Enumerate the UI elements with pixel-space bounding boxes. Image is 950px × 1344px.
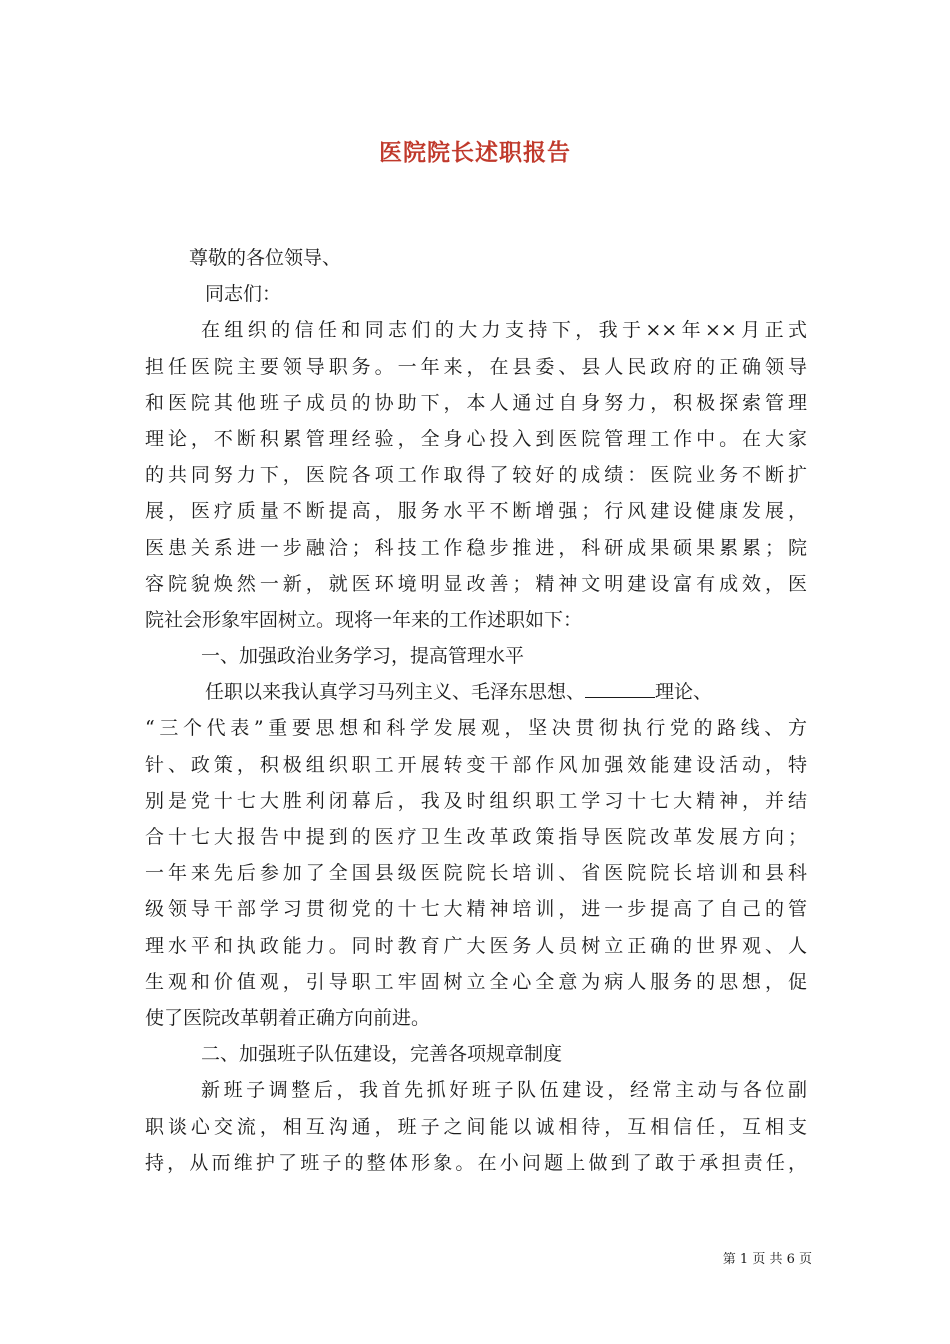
salutation-line: 尊敬的各位领导、	[189, 247, 342, 269]
paragraph-line: “三个代表”重要思想和科学发展观，坚决贯彻执行党的路线、方	[145, 717, 807, 740]
paragraph-line: 职谈心交流，相互沟通，班子之间能以诚相待，互相信任，互相支	[145, 1115, 807, 1138]
paragraph-line: 医患关系进一步融洽；科技工作稳步推进，科研成果硕果累累；院	[145, 536, 807, 559]
paragraph-line	[145, 674, 807, 710]
paragraph-text: 任职以来我认真学习马列主义、毛泽东思想、	[205, 681, 586, 704]
paragraph-line: 别是党十七大胜利闭幕后，我及时组织职工学习十七大精神，并结	[145, 789, 807, 812]
paragraph-line: 针、政策，积极组织职工开展转变干部作风加强效能建设活动，特	[145, 753, 807, 776]
paragraph-line: 展，医疗质量不断提高，服务水平不断增强；行风建设健康发展，	[145, 500, 807, 523]
blank-underline	[585, 678, 655, 698]
paragraph-line: 一年来先后参加了全国县级医院院长培训、省医院院长培训和县科	[145, 862, 807, 885]
page-number: 第 1 页 共 6 页	[722, 1252, 812, 1267]
paragraph-line: 生观和价值观，引导职工牢固树立全心全意为病人服务的思想，促	[145, 970, 807, 993]
paragraph-line: 担任医院主要领导职务。一年来，在县委、县人民政府的正确领导	[145, 355, 807, 378]
paragraph-line: 院社会形象牢固树立。现将一年来的工作述职如下：	[145, 608, 583, 631]
paragraph-line: 持，从而维护了班子的整体形象。在小问题上做到了敢于承担责任，	[145, 1151, 807, 1174]
paragraph-line: 理论，不断积累管理经验，全身心投入到医院管理工作中。在大家	[145, 427, 807, 450]
paragraph-line: 理水平和执政能力。同时教育广大医务人员树立正确的世界观、人	[145, 934, 807, 957]
paragraph-text: 理论、	[655, 681, 713, 704]
document-title: 医院院长述职报告	[379, 139, 571, 166]
paragraph-line: 级领导干部学习贯彻党的十七大精神培训，进一步提高了自己的管	[145, 898, 807, 921]
paragraph-line: 新班子调整后，我首先抓好班子队伍建设，经常主动与各位副	[201, 1079, 807, 1102]
paragraph-line: 使了医院改革朝着正确方向前进。	[145, 1006, 431, 1029]
section-heading: 二、加强班子队伍建设，完善各项规章制度	[201, 1043, 563, 1066]
paragraph-line: 容院貌焕然一新，就医环境明显改善；精神文明建设富有成效，医	[145, 572, 807, 595]
document-body	[145, 240, 807, 1181]
paragraph-line: 在组织的信任和同志们的大力支持下，我于××年××月正式	[201, 319, 807, 342]
paragraph-line: 的共同努力下，医院各项工作取得了较好的成绩：医院业务不断扩	[145, 464, 807, 487]
section-heading: 一、加强政治业务学习，提高管理水平	[201, 645, 525, 668]
salutation-line: 同志们：	[205, 283, 282, 306]
paragraph-line: 和医院其他班子成员的协助下，本人通过自身努力，积极探索管理	[145, 391, 807, 414]
paragraph-line: 合十七大报告中提到的医疗卫生改革政策指导医院改革发展方向；	[145, 826, 807, 848]
